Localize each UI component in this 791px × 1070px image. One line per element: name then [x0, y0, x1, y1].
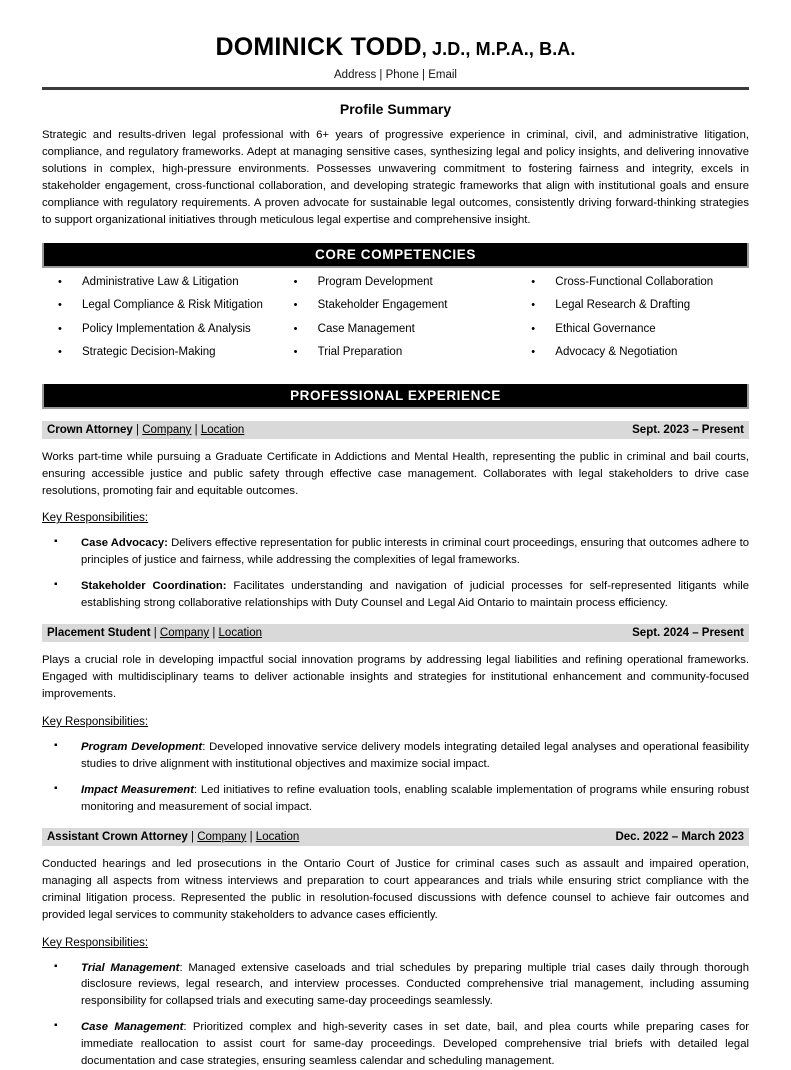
competency-item — [284, 324, 514, 336]
competency-item — [284, 347, 514, 359]
bullet-square-icon: ▪ — [54, 577, 58, 592]
bullet-dot-icon: • — [294, 324, 298, 335]
job-separator: | — [209, 627, 218, 639]
competency-item — [521, 324, 749, 336]
bullet-square-icon: ▪ — [54, 959, 58, 974]
competency-label: Advocacy & Negotiation — [555, 346, 677, 358]
responsibility-item — [42, 782, 749, 816]
contact-line: Address | Phone | Email — [42, 69, 749, 81]
competency-label: Case Management — [318, 323, 415, 335]
competency-label: Stakeholder Engagement — [318, 299, 448, 311]
competency-item — [521, 347, 749, 359]
competency-label: Ethical Governance — [555, 323, 655, 335]
bullet-dot-icon: • — [58, 300, 62, 311]
profile-summary-heading: Profile Summary — [42, 101, 749, 117]
competency-label: Strategic Decision-Making — [82, 346, 216, 358]
responsibility-body: : Managed extensive caseloads and trial schedules by preparing multiple trial cases daily through thorough disclosure reviews, legal research, and interview processes. Conducted comprehensive trial management, including assuming responsibility for collapsed trials and executing same-day proceedings seamlessly. — [81, 962, 749, 1008]
competency-label: Policy Implementation & Analysis — [82, 323, 251, 335]
section-header-core-competencies: CORE COMPETENCIES — [42, 243, 749, 268]
competency-item — [48, 277, 278, 289]
job-dates: Sept. 2024 – Present — [632, 627, 744, 639]
competency-label: Cross-Functional Collaboration — [555, 276, 713, 288]
responsibility-body: : Prioritized complex and high-severity cases in set date, bail, and plea courts while preparing cases for immediate reallocation to assist court for same-day proceedings. Developed comprehensive trial briefs with detailed legal documentation and case strategies, ensuring seamless calendar and scheduling management. — [81, 1021, 749, 1067]
responsibility-list — [42, 960, 749, 1070]
job-identity — [47, 831, 299, 843]
job-header-bar — [42, 828, 749, 846]
responsibility-list — [42, 739, 749, 816]
job-title: Placement Student — [47, 627, 151, 639]
job-separator: | — [133, 424, 142, 436]
competency-column-3 — [513, 277, 749, 371]
job-header-bar — [42, 624, 749, 642]
responsibility-list — [42, 535, 749, 612]
job-separator: | — [191, 424, 200, 436]
responsibility-lead: Stakeholder Coordination: — [81, 580, 227, 592]
responsibility-item — [42, 578, 749, 612]
candidate-name-line — [42, 0, 749, 60]
responsibility-lead: Trial Management — [81, 962, 179, 974]
profile-summary-text: Strategic and results-driven legal professional with 6+ years of progressive experience in criminal, civil, and administrative litigation, compliance, and regulatory frameworks. Adept at managing sensitive cases, synthesizing legal and policy insights, and delivering innovative solutions in complex, high-pressure environments. Possesses unwavering commitment to fostering fairness and integrity, excels in stakeholder engagement, cross-functional collaboration, and developing strategic frameworks that align with institutional goals and ensure compliance with regulatory requirements. A proven advocate for sustainable legal outcomes, consistently driving forward-thinking strategies to support organizational initiatives through meticulous legal expertise and comprehensive insight. — [42, 127, 749, 229]
job-company: Company — [142, 424, 191, 436]
job-location: Location — [219, 627, 262, 639]
bullet-square-icon: ▪ — [54, 1018, 58, 1033]
resume-content — [42, 0, 749, 1070]
responsibility-lead: Case Management — [81, 1021, 183, 1033]
competency-item — [284, 300, 514, 312]
bullet-dot-icon: • — [58, 277, 62, 288]
job-identity — [47, 424, 244, 436]
core-competencies-grid — [42, 277, 749, 371]
competency-item — [521, 300, 749, 312]
job-title: Crown Attorney — [47, 424, 133, 436]
key-responsibilities-label: Key Responsibilities: — [42, 716, 148, 728]
responsibility-item — [42, 739, 749, 773]
responsibility-item — [42, 1019, 749, 1070]
job-location: Location — [256, 831, 299, 843]
bullet-square-icon: ▪ — [54, 738, 58, 753]
responsibility-body: : Led initiatives to refine evaluation tools, enabling scalable implementation of programs while ensuring robust monitoring and measurement of social impact. — [81, 784, 749, 813]
bullet-dot-icon: • — [531, 277, 535, 288]
job-description: Conducted hearings and led prosecutions in the Ontario Court of Justice for criminal cases such as assault and impaired operation, managing all aspects from witness interviews and preparation to court appearances and trials while ensuring strict compliance with the criminal litigation process. Represented the public in resolution-focused discussions with defence counsel to achieve fair outcomes and provided legal services to community stakeholders to advance cases efficiently. — [42, 856, 749, 924]
competency-label: Legal Research & Drafting — [555, 299, 690, 311]
responsibility-lead: Program Development — [81, 741, 202, 753]
competency-item — [48, 324, 278, 336]
bullet-dot-icon: • — [531, 300, 535, 311]
responsibility-item — [42, 960, 749, 1011]
job-location: Location — [201, 424, 244, 436]
candidate-credentials: , J.D., M.P.A., B.A. — [422, 39, 576, 59]
competency-label: Administrative Law & Litigation — [82, 276, 239, 288]
key-responsibilities-label: Key Responsibilities: — [42, 512, 148, 524]
bullet-dot-icon: • — [58, 347, 62, 358]
competency-item — [521, 277, 749, 289]
competency-item — [48, 347, 278, 359]
bullet-dot-icon: • — [294, 347, 298, 358]
job-company: Company — [197, 831, 246, 843]
competency-column-1 — [42, 277, 278, 371]
job-separator: | — [188, 831, 197, 843]
competency-item — [48, 300, 278, 312]
competency-label: Program Development — [318, 276, 433, 288]
responsibility-body: : Developed innovative service delivery models integrating detailed legal analyses and operational feasibility studies to drive alignment with institutional objectives and maximize social impact. — [81, 741, 749, 770]
competency-column-2 — [278, 277, 514, 371]
section-header-professional-experience: PROFESSIONAL EXPERIENCE — [42, 384, 749, 409]
competency-label: Legal Compliance & Risk Mitigation — [82, 299, 263, 311]
job-dates: Dec. 2022 – March 2023 — [615, 831, 744, 843]
job-description: Plays a crucial role in developing impactful social innovation programs by addressing legal liabilities and refining operational frameworks. Engaged with multidisciplinary teams to deliver actionable insights and strategies for institutional enhancement and community-focused improvements. — [42, 652, 749, 703]
job-description: Works part-time while pursuing a Graduate Certificate in Addictions and Mental Health, representing the public in criminal and bail courts, ensuring accessible justice and public safety through effective case management. Collaborates with legal stakeholders to drive case resolutions, promoting fair and equitable outcomes. — [42, 449, 749, 500]
key-responsibilities-label: Key Responsibilities: — [42, 937, 148, 949]
bullet-dot-icon: • — [58, 324, 62, 335]
header-divider — [42, 87, 749, 90]
bullet-square-icon: ▪ — [54, 781, 58, 796]
job-separator: | — [151, 627, 160, 639]
bullet-square-icon: ▪ — [54, 534, 58, 549]
job-header-bar — [42, 421, 749, 439]
responsibility-body: Facilitates understanding and navigation of judicial processes for self-represented litigants while establishing strong collaborative relationships with Duty Counsel and Legal Aid Ontario to maintain process efficiency. — [81, 580, 749, 609]
bullet-dot-icon: • — [531, 324, 535, 335]
responsibility-lead: Case Advocacy: — [81, 537, 168, 549]
responsibility-lead: Impact Measurement — [81, 784, 194, 796]
job-dates: Sept. 2023 – Present — [632, 424, 744, 436]
responsibility-item — [42, 535, 749, 569]
job-identity — [47, 627, 262, 639]
competency-item — [284, 277, 514, 289]
bullet-dot-icon: • — [294, 277, 298, 288]
bullet-dot-icon: • — [531, 347, 535, 358]
job-company: Company — [160, 627, 209, 639]
job-separator: | — [246, 831, 255, 843]
competency-label: Trial Preparation — [318, 346, 403, 358]
job-title: Assistant Crown Attorney — [47, 831, 188, 843]
responsibility-body: Delivers effective representation for public interests in criminal court proceedings, ensuring that outcomes adhere to principles of justice and fairness, while addressing the complexities of legal frameworks. — [81, 537, 749, 566]
bullet-dot-icon: • — [294, 300, 298, 311]
candidate-name: DOMINICK TODD — [215, 33, 421, 61]
